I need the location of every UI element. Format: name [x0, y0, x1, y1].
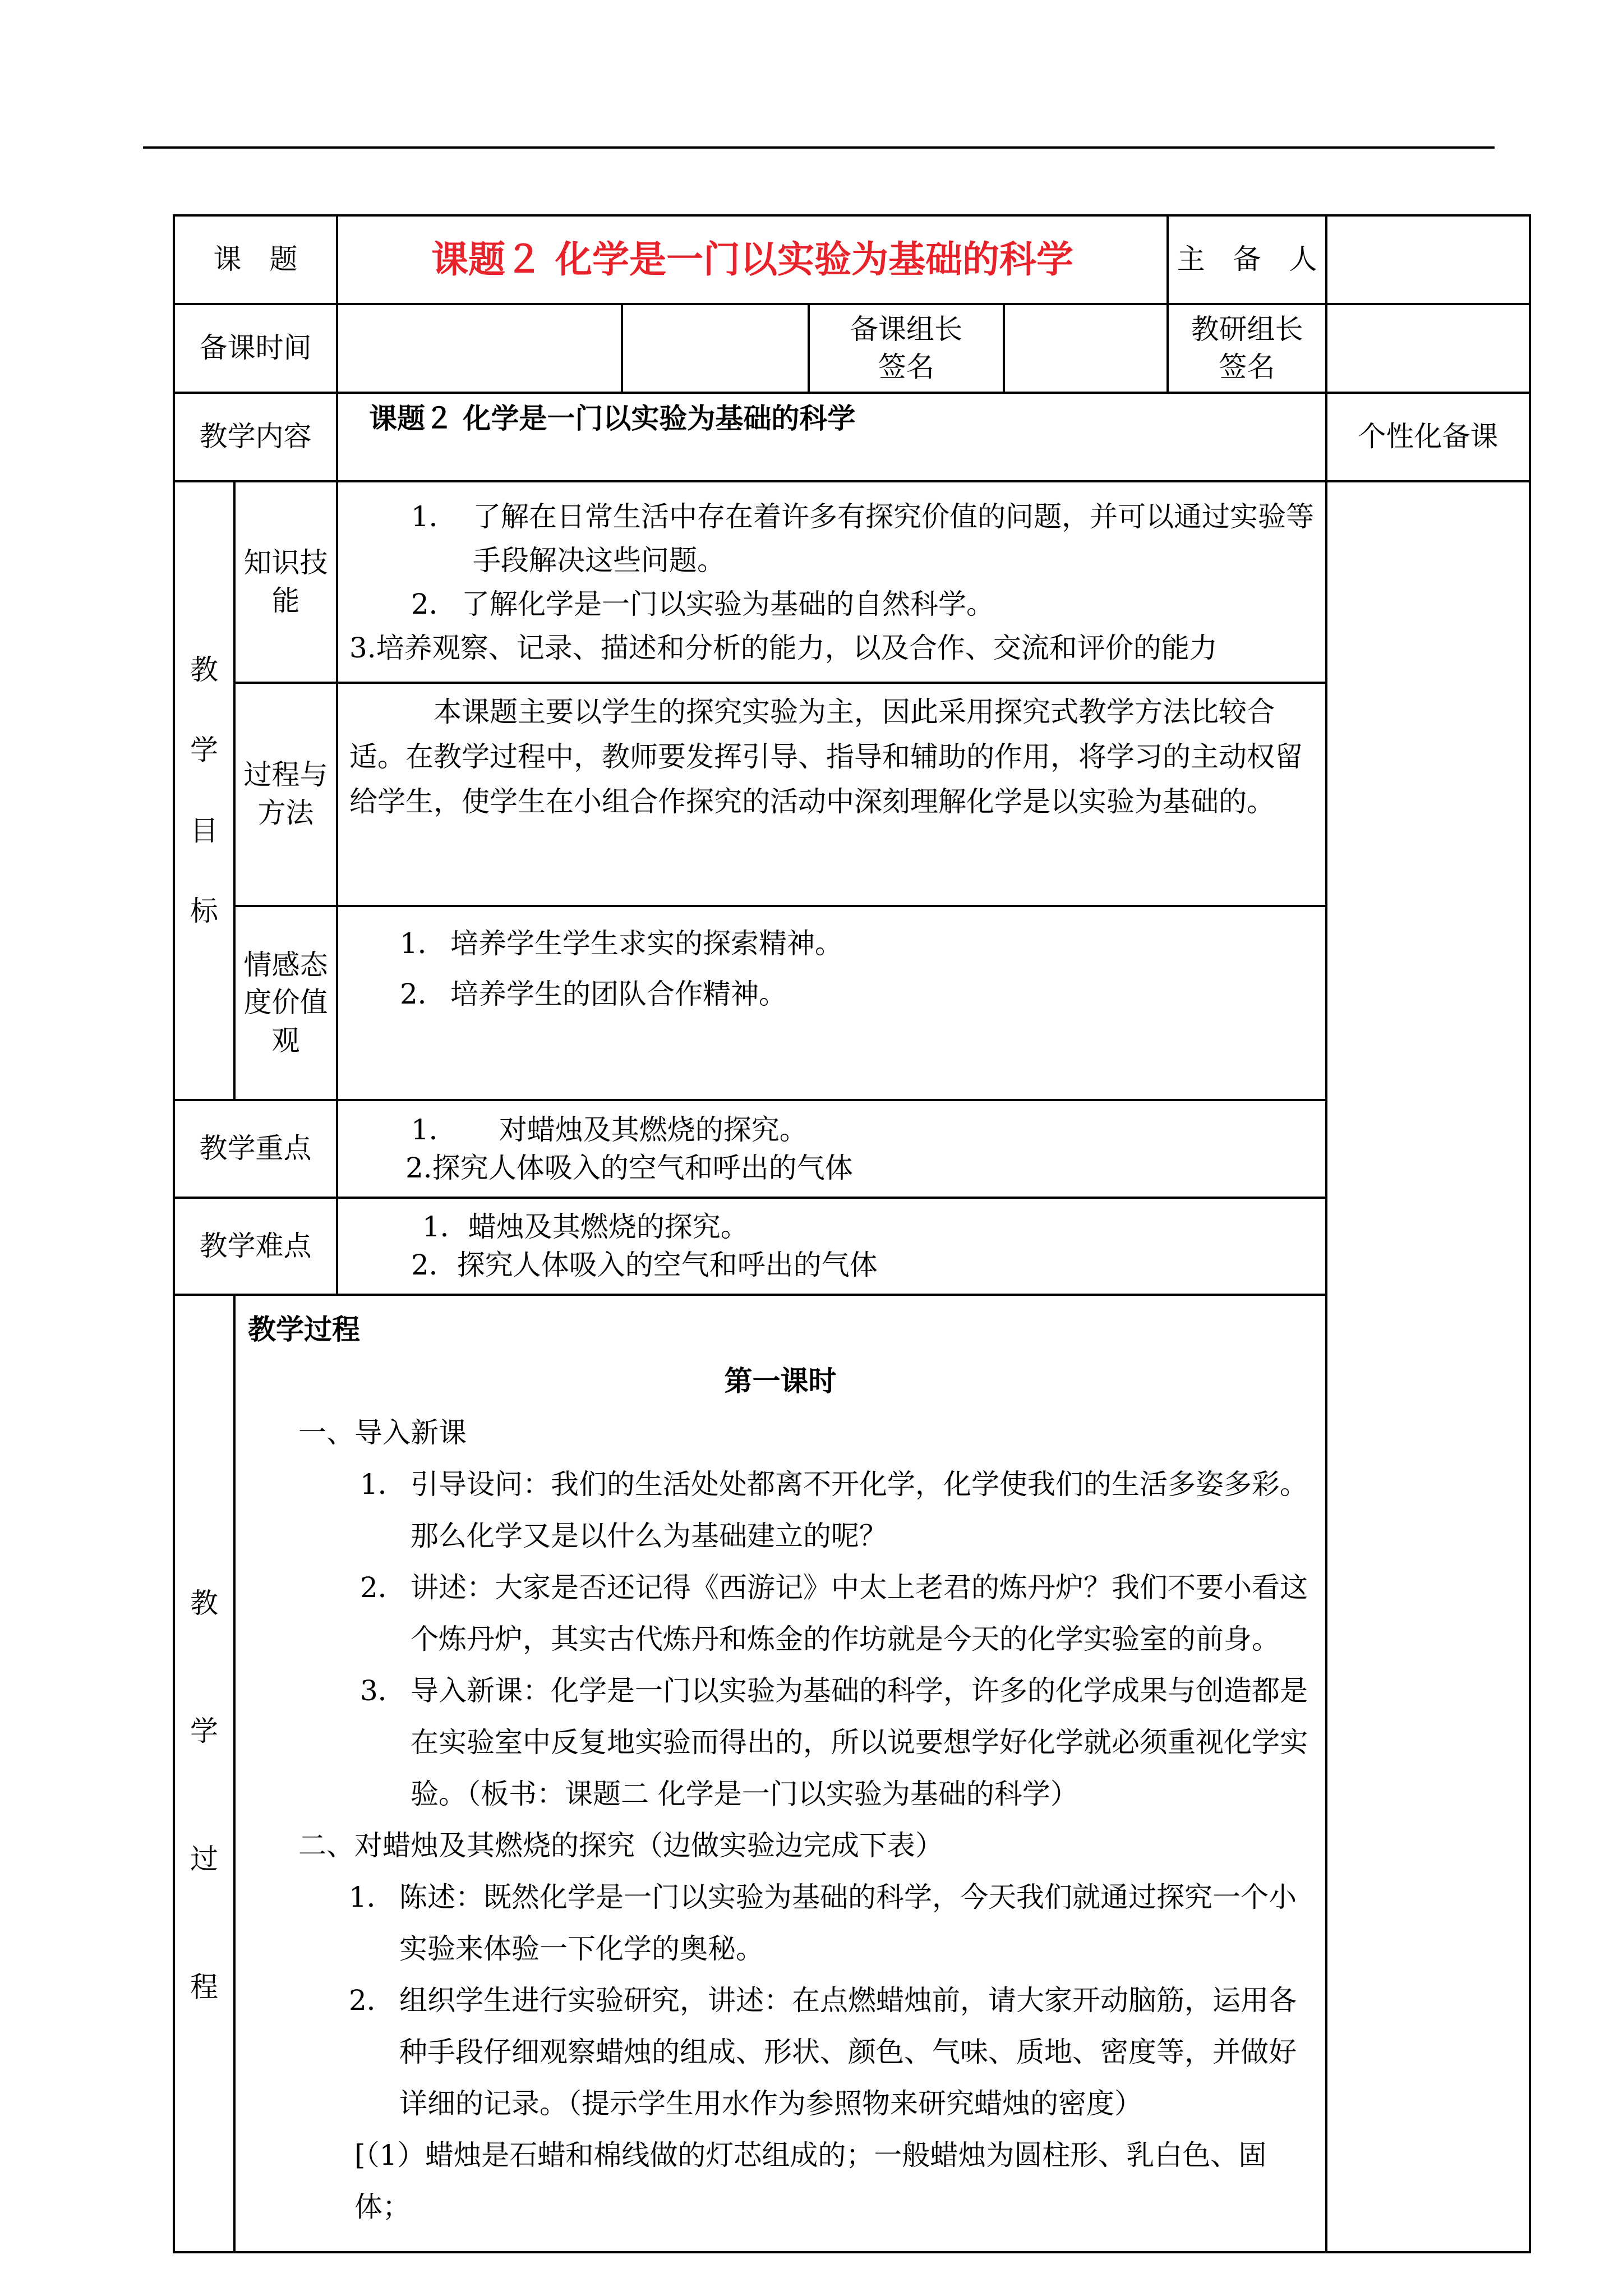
preparer-label: 主 备 人	[1168, 215, 1326, 304]
group-leader-signature	[1004, 304, 1168, 393]
knowledge-label: 知识技能	[234, 481, 337, 683]
knowledge-items	[337, 481, 1326, 683]
personal-prep-label: 个性化备课	[1326, 393, 1530, 481]
knowledge-item-1: 1． 了解在日常生活中存在着许多有探究价值的问题，并可以通过实验等手段解决这些问题。	[411, 500, 1314, 577]
emotion-item-1: 1． 培养学生学生求实的探索精神。	[400, 927, 843, 960]
prep-time-value	[337, 304, 622, 393]
process-method-text: 本课题主要以学生的探究实验为主，因此采用探究式教学方法比较合适。在教学过程中，教师要发挥引导、指导和辅助的作用，将学习的主动权留给学生，使学生在小组合作探究的活动中深刻理解化学是以实验为基础的。	[337, 683, 1326, 906]
s1-item-1: 1． 引导设问：我们的生活处处都离不开化学，化学使我们的生活多姿多彩。那么化学又是以什么为基础建立的呢？	[360, 1468, 1308, 1553]
difficulty-2: 2．探究人体吸入的空气和呼出的气体	[411, 1249, 878, 1282]
objectives-side-label: 教 学 目 标	[174, 481, 234, 1100]
emotion-item-2: 2． 培养学生的团队合作精神。	[400, 977, 787, 1010]
process-heading: 教学过程	[248, 1313, 360, 1346]
lesson-period: 第一课时	[724, 1364, 837, 1398]
process-content	[234, 1295, 1326, 2252]
header-rule	[143, 146, 1495, 149]
research-leader-signature	[1326, 304, 1530, 393]
lesson-plan-table	[173, 214, 1531, 2253]
emotion-label: 情感态度价值观	[234, 906, 337, 1101]
group-leader-label: 备课组长 签名	[809, 304, 1004, 393]
s1-item-2: 2． 讲述：大家是否还记得《西游记》中太上老君的炼丹炉？我们不要小看这个炼丹炉，其实古代炼丹和炼金的作坊就是今天的化学实验室的前身。	[360, 1571, 1308, 1656]
topic-label: 课 题	[174, 215, 337, 304]
key-points-items	[337, 1100, 1326, 1197]
knowledge-item-3: 3.培养观察、记录、描述和分析的能力，以及合作、交流和评价的能力	[349, 631, 1218, 664]
research-leader-label: 教研组长 签名	[1168, 304, 1326, 393]
key-point-2: 2.探究人体吸入的空气和呼出的气体	[405, 1152, 853, 1185]
s2-item-1: 1． 陈述：既然化学是一门以实验为基础的科学，今天我们就通过探究一个小实验来体验一下化学的奥秘。	[349, 1881, 1297, 1966]
process-last-line: [（1）蜡烛是石蜡和棉线做的灯芯组成的；一般蜡烛为圆柱形、乳白色、固体；	[354, 2139, 1267, 2224]
lesson-title: 课题２ 化学是一门以实验为基础的科学	[337, 215, 1168, 304]
content-label: 教学内容	[174, 393, 337, 481]
prep-time-label: 备课时间	[174, 304, 337, 393]
personal-prep-column	[1326, 481, 1530, 2252]
key-point-1: 1． 对蜡烛及其燃烧的探究。	[411, 1114, 808, 1147]
knowledge-item-2: 2． 了解化学是一门以实验为基础的自然科学。	[411, 587, 994, 620]
process-side-label: 教 学 过 程	[174, 1295, 234, 2252]
prep-time-value-2	[622, 304, 809, 393]
difficulties-label: 教学难点	[174, 1198, 337, 1295]
difficulties-items	[337, 1198, 1326, 1295]
emotion-items	[337, 906, 1326, 1101]
process-method-label: 过程与方法	[234, 683, 337, 906]
difficulty-1: 1．蜡烛及其燃烧的探究。	[422, 1211, 749, 1244]
s1-item-3: 3． 导入新课：化学是一门以实验为基础的科学，许多的化学成果与创造都是在实验室中反复地实验而得出的，所以说要想学好化学就必须重视化学实验。（板书：课题二 化学是一门以实验为基础的科学）	[360, 1674, 1308, 1811]
key-points-label: 教学重点	[174, 1100, 337, 1197]
section-1-heading: 一、导入新课	[298, 1416, 467, 1450]
preparer-value	[1326, 215, 1530, 304]
s2-item-2: 2． 组织学生进行实验研究，讲述：在点燃蜡烛前，请大家开动脑筋，运用各种手段仔细观察蜡烛的组成、形状、颜色、气味、质地、密度等，并做好详细的记录。（提示学生用水作为参照物来研究蜡烛的密度）	[349, 1984, 1297, 2120]
content-value: 课题２ 化学是一门以实验为基础的科学	[337, 393, 1326, 481]
section-2-heading: 二、对蜡烛及其燃烧的探究（边做实验边完成下表）	[298, 1829, 943, 1862]
